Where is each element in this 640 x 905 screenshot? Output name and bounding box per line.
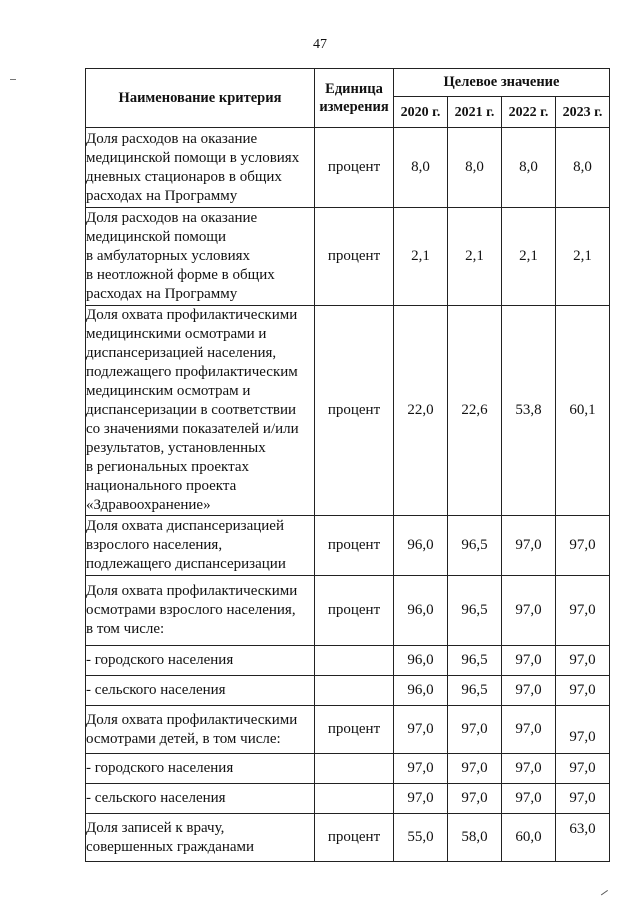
value-cell-2021: 97,0 (448, 706, 502, 754)
table-row (86, 128, 610, 208)
table-row (86, 706, 610, 754)
value-cell-2020: 96,0 (394, 676, 448, 706)
value-cell-2022: 97,0 (502, 676, 556, 706)
value-cell-2023: 2,1 (556, 208, 610, 306)
value-cell-2020: 96,0 (394, 516, 448, 576)
value-cell-2021: 2,1 (448, 208, 502, 306)
unit-cell (315, 646, 394, 676)
value-cell-2021: 97,0 (448, 754, 502, 784)
value-cell-2020: 96,0 (394, 646, 448, 676)
criterion-name: - сельского населения (86, 784, 315, 814)
value-cell-2022: 97,0 (502, 784, 556, 814)
table-row (86, 576, 610, 646)
value-cell-2021: 8,0 (448, 128, 502, 208)
table-row (86, 754, 610, 784)
header-year-2022: 2022 г. (502, 97, 556, 128)
criterion-name: Доля охвата профилактическими осмотрами взрослого населения, в том числе: (86, 576, 315, 646)
value-cell-2021: 58,0 (448, 814, 502, 862)
header-year-2021: 2021 г. (448, 97, 502, 128)
value-cell-2023: 97,0 (556, 784, 610, 814)
value-cell-2022: 60,0 (502, 814, 556, 862)
value-cell-2022: 53,8 (502, 306, 556, 516)
value-cell-2023: 97,0 (556, 516, 610, 576)
value-cell-2021: 96,5 (448, 576, 502, 646)
value-cell-2020: 97,0 (394, 754, 448, 784)
value-cell-2023: 97,0 (556, 754, 610, 784)
value-cell-2023: 60,1 (556, 306, 610, 516)
value-cell-2022: 97,0 (502, 706, 556, 754)
value-cell-2022: 97,0 (502, 576, 556, 646)
unit-cell (315, 754, 394, 784)
criteria-table-body (86, 128, 610, 862)
value-cell-2021: 22,6 (448, 306, 502, 516)
unit-cell: процент (315, 576, 394, 646)
value-cell-2022: 97,0 (502, 516, 556, 576)
table-row (86, 676, 610, 706)
unit-cell: процент (315, 208, 394, 306)
criteria-table-container (85, 68, 609, 862)
value-cell-2020: 2,1 (394, 208, 448, 306)
table-row (86, 814, 610, 862)
value-cell-2022: 97,0 (502, 754, 556, 784)
header-unit (315, 69, 394, 128)
value-cell-2020: 22,0 (394, 306, 448, 516)
page-number: 47 (313, 37, 327, 52)
table-row (86, 208, 610, 306)
value-cell-2020: 8,0 (394, 128, 448, 208)
criteria-table (85, 68, 610, 862)
criterion-name: Доля охвата диспансеризацией взрослого населения, подлежащего диспансеризации (86, 516, 315, 576)
value-cell-2023: 63,0 (556, 814, 610, 862)
value-cell-2023: 97,0 (556, 676, 610, 706)
criterion-name: - городского населения (86, 754, 315, 784)
value-cell-2023: 97,0 (556, 576, 610, 646)
value-cell-2022: 8,0 (502, 128, 556, 208)
table-row (86, 784, 610, 814)
unit-cell: процент (315, 814, 394, 862)
unit-cell: процент (315, 706, 394, 754)
criterion-name: Доля записей к врачу, совершенных гражданами (86, 814, 315, 862)
header-year-2020: 2020 г. (394, 97, 448, 128)
value-cell-2022: 97,0 (502, 646, 556, 676)
unit-cell: процент (315, 128, 394, 208)
value-cell-2021: 96,5 (448, 516, 502, 576)
table-row (86, 306, 610, 516)
value-cell-2022: 2,1 (502, 208, 556, 306)
table-row (86, 516, 610, 576)
corner-mark (601, 890, 609, 897)
value-cell-2020: 55,0 (394, 814, 448, 862)
value-cell-2020: 97,0 (394, 784, 448, 814)
unit-cell (315, 676, 394, 706)
value-cell-2021: 96,5 (448, 646, 502, 676)
criterion-name: Доля расходов на оказание медицинской помощи в амбулаторных условиях в неотложной форме в общих расходах на Программу (86, 208, 315, 306)
table-row (86, 646, 610, 676)
unit-cell: процент (315, 306, 394, 516)
header-unit-line1: Единица (325, 81, 383, 97)
criterion-name: Доля охвата профилактическими медицинскими осмотрами и диспансеризацией населения, подлежащего профилактическим медицинским осмотрам и диспансеризации в соответствии со значениями показателей и/или результатов, установленных в региональных проектах национального проекта «Здравоохранение» (86, 306, 315, 516)
unit-cell: процент (315, 516, 394, 576)
margin-mark (10, 79, 16, 80)
header-unit-line2: измерения (319, 99, 389, 115)
criterion-name: Доля расходов на оказание медицинской помощи в условиях дневных стационаров в общих расходах на Программу (86, 128, 315, 208)
value-cell-2021: 97,0 (448, 784, 502, 814)
value-cell-2020: 97,0 (394, 706, 448, 754)
criterion-name: Доля охвата профилактическими осмотрами детей, в том числе: (86, 706, 315, 754)
value-cell-2023: 8,0 (556, 128, 610, 208)
unit-cell (315, 784, 394, 814)
header-criterion-name: Наименование критерия (86, 69, 315, 128)
header-target-value: Целевое значение (394, 69, 610, 97)
criterion-name: - городского населения (86, 646, 315, 676)
header-year-2023: 2023 г. (556, 97, 610, 128)
value-cell-2023: 97,0 (556, 706, 610, 754)
criterion-name: - сельского населения (86, 676, 315, 706)
value-cell-2021: 96,5 (448, 676, 502, 706)
value-cell-2023: 97,0 (556, 646, 610, 676)
value-cell-2020: 96,0 (394, 576, 448, 646)
